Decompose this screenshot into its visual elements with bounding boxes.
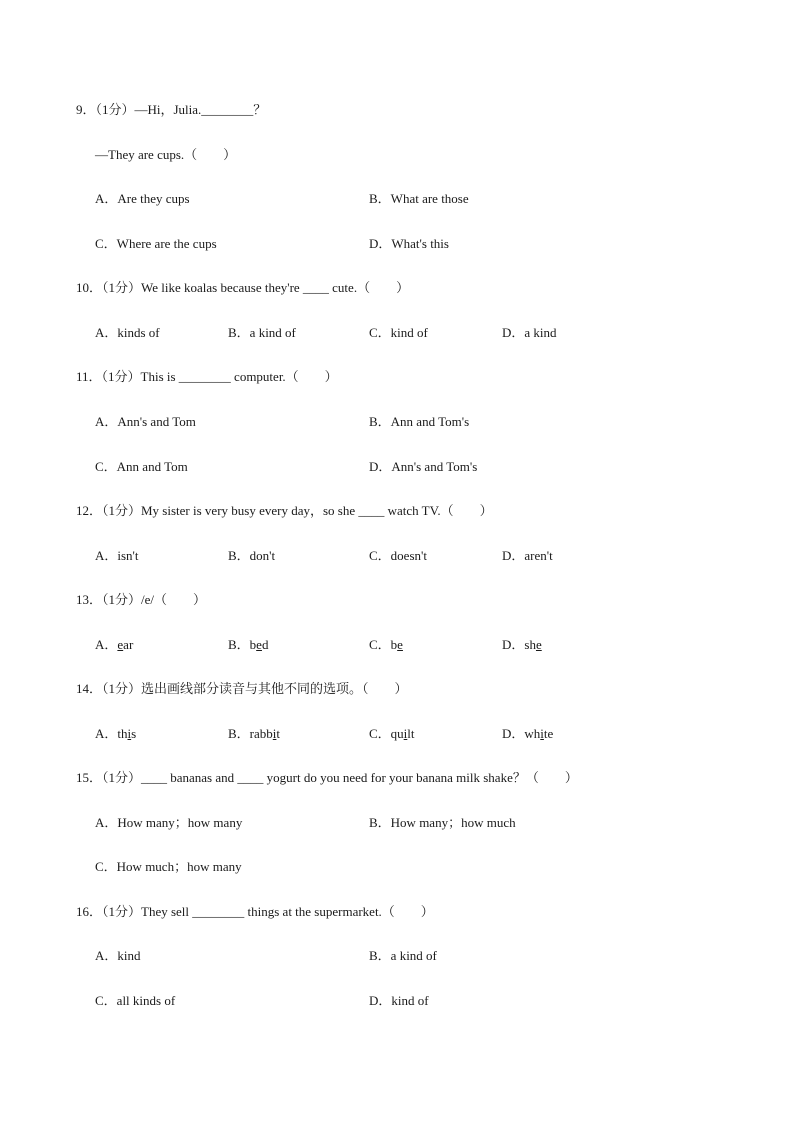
question-12-option-a: A．isn't xyxy=(95,548,139,563)
question-12-stem: 12．（1分）My sister is very busy every day，so she ____ watch TV.（ ） xyxy=(76,503,493,518)
question-14-option-a: A．this xyxy=(95,726,137,741)
question-12-option-c: C．doesn't xyxy=(369,548,427,563)
underlined-letter: i xyxy=(403,726,408,741)
question-9-option-d: D．What's this xyxy=(369,236,449,251)
question-9-option-a: A．Are they cups xyxy=(95,191,190,206)
question-11-option-a: A．Ann's and Tom xyxy=(95,414,196,429)
question-13-option-a: A．ear xyxy=(95,637,134,652)
question-16-option-c: C．all kinds of xyxy=(95,993,176,1008)
question-10-option-a: A．kinds of xyxy=(95,325,160,340)
question-16-stem: 16．（1分）They sell ________ things at the supermarket.（ ） xyxy=(76,904,434,919)
question-10-option-b: B．a kind of xyxy=(228,325,296,340)
question-16-option-a: A．kind xyxy=(95,948,141,963)
question-12-option-d: D．aren't xyxy=(502,548,553,563)
question-11-option-d: D．Ann's and Tom's xyxy=(369,459,478,474)
underlined-letter: i xyxy=(127,726,132,741)
question-13-option-d: D．she xyxy=(502,637,542,652)
question-15-option-a: A．How many；how many xyxy=(95,815,243,830)
underlined-letter: e xyxy=(256,637,262,652)
question-10-option-d: D．a kind xyxy=(502,325,557,340)
question-15-stem: 15．（1分）____ bananas and ____ yogurt do you need for your banana milk shake？（ ） xyxy=(76,770,578,785)
question-11-option-b: B．Ann and Tom's xyxy=(369,414,470,429)
question-9-option-b: B．What are those xyxy=(369,191,469,206)
question-9-option-c: C．Where are the cups xyxy=(95,236,217,251)
underlined-letter: i xyxy=(272,726,277,741)
question-10-stem: 10．（1分）We like koalas because they're ____ cute.（ ） xyxy=(76,280,410,295)
question-9-dialogue-reply: —They are cups.（ ） xyxy=(95,147,237,162)
question-11-stem: 11．（1分）This is ________ computer.（ ） xyxy=(76,369,338,384)
question-14-stem: 14．（1分）选出画线部分读音与其他不同的选项。（ ） xyxy=(76,681,408,696)
question-15-option-c: C．How much；how many xyxy=(95,859,242,874)
underlined-letter: e xyxy=(117,637,124,652)
question-13-stem: 13．（1分）/e/（ ） xyxy=(76,592,206,607)
question-13-option-c: C．be xyxy=(369,637,403,652)
question-14-option-d: D．white xyxy=(502,726,554,741)
question-9-stem: 9．（1分）—Hi，Julia.________？ xyxy=(76,102,267,117)
question-14-option-c: C．quilt xyxy=(369,726,415,741)
question-12-option-b: B．don't xyxy=(228,548,276,563)
underlined-letter: e xyxy=(535,637,542,652)
underlined-letter: e xyxy=(397,637,403,652)
question-16-option-b: B．a kind of xyxy=(369,948,437,963)
question-10-option-c: C．kind of xyxy=(369,325,428,340)
underlined-letter: i xyxy=(540,726,544,741)
question-16-option-d: D．kind of xyxy=(369,993,429,1008)
question-13-option-b: B．bed xyxy=(228,637,269,652)
question-15-option-b: B．How many；how much xyxy=(369,815,516,830)
question-11-option-c: C．Ann and Tom xyxy=(95,459,188,474)
question-14-option-b: B．rabbit xyxy=(228,726,281,741)
